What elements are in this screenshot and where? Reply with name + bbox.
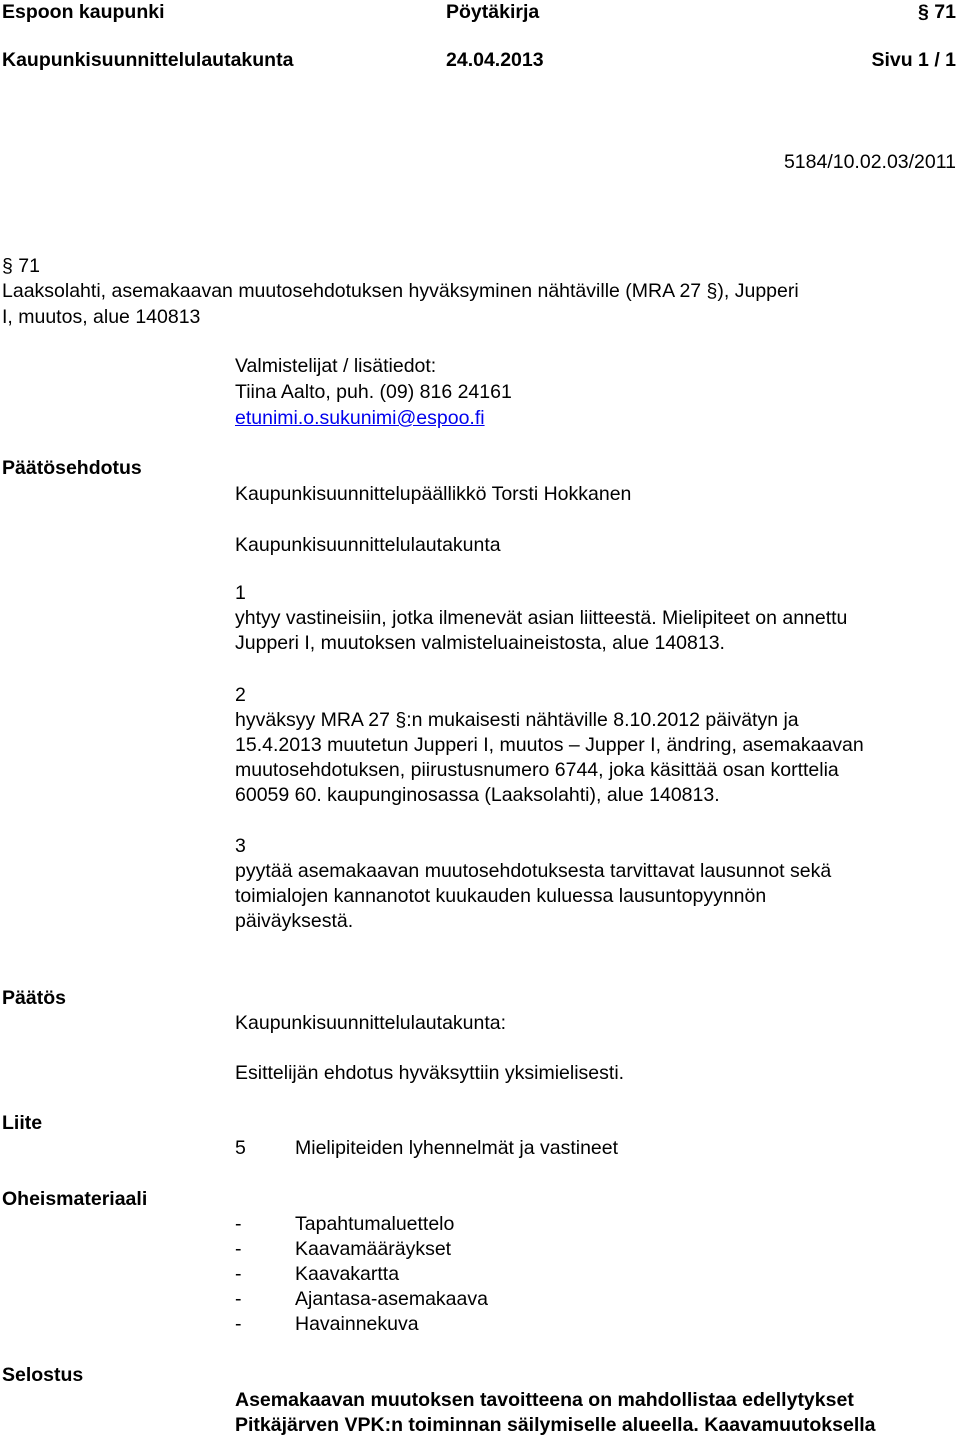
preparers-email-link[interactable]: etunimi.o.sukunimi@espoo.fi — [235, 407, 485, 429]
header-city: Espoon kaupunki — [2, 1, 165, 23]
title-section-number: 71 — [18, 255, 40, 277]
proposal-item-line: hyväksyy MRA 27 §:n mukaisesti nähtäville 8.10.2012 päivätyn ja — [235, 709, 799, 731]
header-committee: Kaupunkisuunnittelulautakunta — [2, 49, 294, 71]
decision-committee: Kaupunkisuunnittelulautakunta: — [235, 1012, 507, 1034]
title-section-symbol: § — [2, 255, 13, 277]
header-date: 24.04.2013 — [446, 49, 544, 71]
proposal-item-3 — [235, 834, 955, 934]
proposal-label: Päätösehdotus — [2, 457, 142, 479]
header-page: Sivu 1 / 1 — [871, 49, 956, 71]
list-item: - Tapahtumaluettelo — [235, 1213, 455, 1235]
decision-label: Päätös — [2, 987, 66, 1009]
proposal-proposer: Kaupunkisuunnittelupäällikkö Torsti Hokkanen — [235, 483, 632, 505]
title-line-2: I, muutos, alue 140813 — [2, 306, 201, 328]
proposal-item-line: toimialojen kannanotot kuukauden kuluessa lausuntopyynnön — [235, 885, 767, 907]
proposal-item-number: 1 — [235, 582, 246, 604]
explanation-label: Selostus — [2, 1364, 84, 1386]
proposal-item-line: muutosehdotuksen, piirustusnumero 6744, joka käsittää osan korttelia — [235, 759, 839, 781]
proposal-item-number: 3 — [235, 835, 246, 857]
section-symbol: § — [918, 1, 929, 23]
proposal-item-line: 15.4.2013 muutetun Jupperi I, muutos – Jupper I, ändring, asemakaavan — [235, 734, 864, 756]
preparers-name: Tiina Aalto, puh. (09) 816 24161 — [235, 381, 512, 403]
proposal-item-line: pyytää asemakaavan muutosehdotuksesta tarvittavat lausunnot sekä — [235, 860, 832, 882]
file-id: 5184/10.02.03/2011 — [783, 151, 956, 173]
explanation-text — [235, 1388, 955, 1438]
attachment-label: Liite — [2, 1112, 43, 1134]
header-section-no — [918, 0, 956, 25]
attachment-number: 5 — [235, 1137, 246, 1159]
attachment-item — [235, 1136, 618, 1161]
list-item: - Ajantasa-asemakaava — [235, 1288, 488, 1310]
preparers-label: Valmistelijat / lisätiedot: — [235, 355, 437, 377]
decision-text: Esittelijän ehdotus hyväksyttiin yksimielisesti. — [235, 1062, 625, 1084]
proposal-item-line: päiväyksestä. — [235, 910, 354, 932]
proposal-item-1 — [235, 581, 955, 656]
supplementary-list — [235, 1212, 955, 1337]
list-item: - Kaavamääräykset — [235, 1238, 452, 1260]
proposal-item-line: 60059 60. kaupunginosassa (Laaksolahti), alue 140813. — [235, 784, 720, 806]
supplementary-label: Oheismateriaali — [2, 1188, 148, 1210]
list-item: - Havainnekuva — [235, 1313, 419, 1335]
attachment-text: Mielipiteiden lyhennelmät ja vastineet — [295, 1137, 619, 1159]
title-line-1: Laaksolahti, asemakaavan muutosehdotuksen hyväksyminen nähtäville (MRA 27 §), Jupperi — [2, 280, 799, 302]
explanation-line: Pitkäjärven VPK:n toiminnan säilymiselle alueella. Kaavamuutoksella — [235, 1414, 876, 1436]
proposal-item-line: Jupperi I, muutoksen valmisteluaineistosta, alue 140813. — [235, 632, 725, 654]
proposal-committee: Kaupunkisuunnittelulautakunta — [235, 534, 501, 556]
header-doc-type: Pöytäkirja — [446, 1, 540, 23]
explanation-line: Asemakaavan muutoksen tavoitteena on mahdollistaa edellytykset — [235, 1389, 854, 1411]
proposal-item-line: yhtyy vastineisiin, jotka ilmenevät asian liitteestä. Mielipiteet on annettu — [235, 607, 848, 629]
header-section-number: 71 — [934, 1, 956, 23]
list-item: - Kaavakartta — [235, 1263, 400, 1285]
proposal-item-2 — [235, 683, 955, 808]
title-section — [2, 254, 40, 279]
proposal-item-number: 2 — [235, 684, 246, 706]
